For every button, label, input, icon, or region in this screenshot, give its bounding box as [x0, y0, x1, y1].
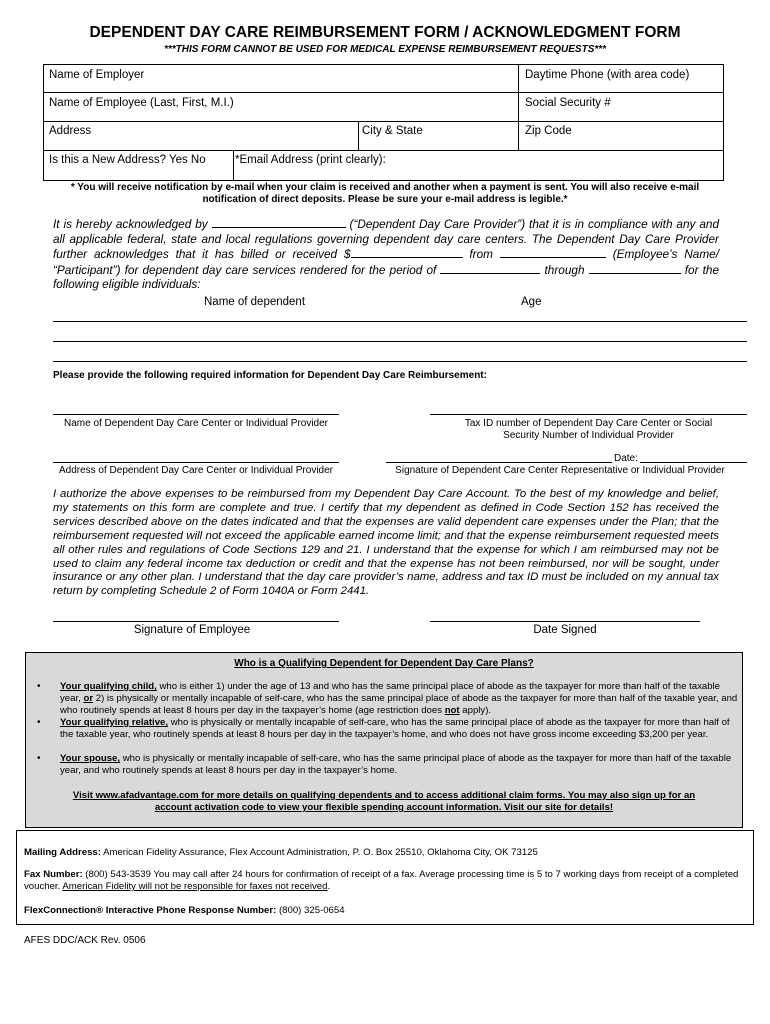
- zip-field[interactable]: Zip Code: [525, 125, 572, 137]
- flexconnection-number: (800) 325-0654: [276, 905, 345, 916]
- ack-text: from: [469, 247, 493, 261]
- ack-text: through: [544, 262, 585, 277]
- list-item: [32, 753, 738, 779]
- contact-info-box: [16, 830, 754, 925]
- provider-signature-label: Signature of Dependent Care Center Representative or Individual Provider: [395, 465, 725, 476]
- fax-info: [24, 869, 750, 893]
- provider-date-line[interactable]: [640, 462, 747, 463]
- dependent-line-2[interactable]: [53, 341, 747, 342]
- required-info-heading: Please provide the following required information for Dependent Day Care Reimbursement:: [53, 370, 487, 381]
- employer-field[interactable]: Name of Employer: [49, 69, 145, 81]
- form-revision: AFES DDC/ACK Rev. 0506: [24, 935, 146, 946]
- provider-signature-line[interactable]: [386, 462, 612, 463]
- grid-divider: [233, 150, 234, 180]
- dependent-age-header: Age: [521, 296, 542, 308]
- qualifying-title: Who is a Qualifying Dependent for Dependent Day Care Plans?: [234, 658, 534, 669]
- period-start-blank[interactable]: [440, 262, 540, 274]
- provider-address-line[interactable]: [53, 462, 339, 463]
- list-item: [32, 681, 738, 717]
- form-title: DEPENDENT DAY CARE REIMBURSEMENT FORM / ACKNOWLEDGMENT FORM: [89, 24, 681, 41]
- flexconnection-label: FlexConnection® Interactive Phone Response Number:: [24, 905, 277, 916]
- amount-blank[interactable]: [351, 246, 463, 258]
- tax-id-label-line: Tax ID number of Dependent Day Care Center or Social: [464, 418, 713, 429]
- ack-text: (“Dependent Day Care Provider”) that it is in compliance with any and all applicable federal, state and local regulations governing dependent day care centers. The Dependent Day Care Provider further acknowledges that it has billed or received $: [53, 217, 720, 261]
- ssn-field[interactable]: Social Security #: [525, 97, 611, 109]
- provider-name-blank[interactable]: [212, 216, 346, 228]
- bullet-icon: •: [37, 753, 41, 764]
- website-notice-line: account activation code to view your flexible spending account information. Visit our site for details!: [154, 802, 614, 813]
- daytime-phone-field[interactable]: Daytime Phone (with area code): [525, 69, 690, 81]
- website-notice[interactable]: [26, 790, 742, 814]
- grid-divider: [44, 121, 723, 122]
- bullet-text: who is physically or mentally incapable of self-care, who has the same principal place of abode as the taxpayer for more than half of the taxable year, who routinely spends at least 8 hours per day in the taxpayer’s home, and who does not have gross income exceeding $3,200 per year.: [60, 717, 730, 740]
- bullet-icon: •: [37, 681, 41, 692]
- tax-id-label-line: Security Number of Individual Provider: [503, 430, 674, 441]
- website-notice-line: Visit www.afadvantage.com for more details on qualifying dependents and to access additional claim forms. You may also sign up for an: [72, 790, 696, 801]
- email-field[interactable]: *Email Address (print clearly):: [235, 154, 386, 166]
- bullet-emphasis: not: [444, 705, 460, 716]
- list-item: [32, 717, 738, 753]
- email-notice-line: * You will receive notification by e-mail when your claim is received and another when a payment is sent. You will also receive e-mail: [70, 182, 700, 193]
- employee-info-grid: [43, 64, 724, 181]
- fax-disclaimer: American Fidelity will not be responsible for faxes not received: [62, 881, 328, 892]
- qualifying-dependent-box: [25, 652, 743, 828]
- fax-end: .: [327, 881, 331, 892]
- employee-signature-line[interactable]: [53, 621, 339, 622]
- employee-name-blank[interactable]: [500, 246, 606, 258]
- email-notice-line: notification of direct deposits. Please be sure your e-mail address is legible.*: [202, 194, 568, 205]
- mailing-address: [24, 847, 750, 859]
- provider-name-line[interactable]: [53, 414, 339, 415]
- ack-text: (Employee’s Name/ “Participant”) for dependent day care services rendered for the period of: [53, 247, 719, 277]
- ack-text: for the following eligible individuals:: [53, 262, 720, 291]
- period-end-blank[interactable]: [589, 262, 681, 274]
- ack-text: It is hereby acknowledged by: [53, 217, 208, 231]
- mailing-address-text: American Fidelity Assurance, Flex Account Administration, P. O. Box 25510, Oklahoma City, OK 73125: [100, 847, 538, 858]
- bullet-text: who is either 1) under the age of 13 and who has the same principal place of abode as the taxpayer for more than half of the taxable year,: [60, 681, 721, 704]
- bullet-text: apply).: [459, 705, 492, 716]
- qualifying-list: [32, 681, 738, 779]
- bullet-heading: Your spouse,: [60, 753, 121, 764]
- date-signed-label: Date Signed: [533, 624, 597, 636]
- city-state-field[interactable]: City & State: [362, 125, 423, 137]
- grid-divider: [518, 65, 519, 150]
- dependent-name-header: Name of dependent: [204, 296, 306, 308]
- form-subtitle: ***THIS FORM CANNOT BE USED FOR MEDICAL EXPENSE REIMBURSEMENT REQUESTS***: [163, 44, 607, 55]
- fax-text: (800) 543-3539 You may call after 24 hours for confirmation of receipt of a fax. Average processing time is 5 to 7 working days from receipt of a completed voucher.: [24, 869, 739, 892]
- email-notice: [40, 182, 730, 206]
- mailing-address-label: Mailing Address:: [24, 847, 101, 858]
- bullet-text: who is physically or mentally incapable of self-care, who has the same principal place of abode as the taxpayer for more than half of the taxable year, and who routinely spends at least 8 hours per day in the taxpayer’s home.: [60, 753, 732, 776]
- bullet-text: 2) is physically or mentally incapable of self-care, who has the same principal place of abode as the taxpayer for more than half of the taxable year, and who routinely spends at least 8 hours per day in the taxpayer’s home (age restriction does: [60, 693, 738, 716]
- authorization-paragraph: I authorize the above expenses to be reimbursed from my Dependent Day Care Account. To the best of my knowledge and belief, my statements on this form are complete and true. I certify that my dependent as defined in Code Section 152 has received the services described above on the dates indicated and that the expenses are valid dependent care expenses under the Plan; that the reimbursement requested will not exceed the applicable earned income limit; and that the expense reimbursement requested meets all other rules and regulations of Code Sections 129 and 21. I understand that the expense for which I am reimbursed may not be used to claim any federal income tax deduction or credit and that the expense has not been reimbursed, nor will be sought, under insurance or any other plan. I understand that the day care provider’s name, address and tax ID must be included on my annual tax return by completing Schedule 2 of Form 1040A or Form 2441.: [53, 488, 719, 598]
- new-address-choice[interactable]: Is this a New Address? Yes No: [49, 154, 206, 166]
- bullet-icon: •: [37, 717, 41, 728]
- provider-date-label: Date:: [614, 453, 638, 464]
- flexconnection-info: [24, 905, 750, 917]
- dependent-line-1[interactable]: [53, 321, 747, 322]
- dependent-line-3[interactable]: [53, 361, 747, 362]
- bullet-heading: Your qualifying relative,: [60, 717, 169, 728]
- bullet-emphasis: or: [83, 693, 94, 704]
- grid-divider: [44, 150, 723, 151]
- grid-divider: [44, 92, 723, 93]
- date-signed-line[interactable]: [430, 621, 700, 622]
- address-field[interactable]: Address: [49, 125, 92, 137]
- bullet-heading: Your qualifying child,: [60, 681, 157, 692]
- fax-label: Fax Number:: [24, 869, 83, 880]
- provider-name-label: Name of Dependent Day Care Center or Individual Provider: [63, 418, 329, 429]
- provider-address-label: Address of Dependent Day Care Center or Individual Provider: [58, 465, 334, 476]
- tax-id-line[interactable]: [430, 414, 747, 415]
- employee-name-field[interactable]: Name of Employee (Last, First, M.I.): [49, 97, 234, 109]
- acknowledgment-paragraph: [53, 216, 719, 292]
- employee-signature-label: Signature of Employee: [133, 624, 251, 636]
- tax-id-label: [430, 418, 747, 442]
- grid-divider: [358, 121, 359, 150]
